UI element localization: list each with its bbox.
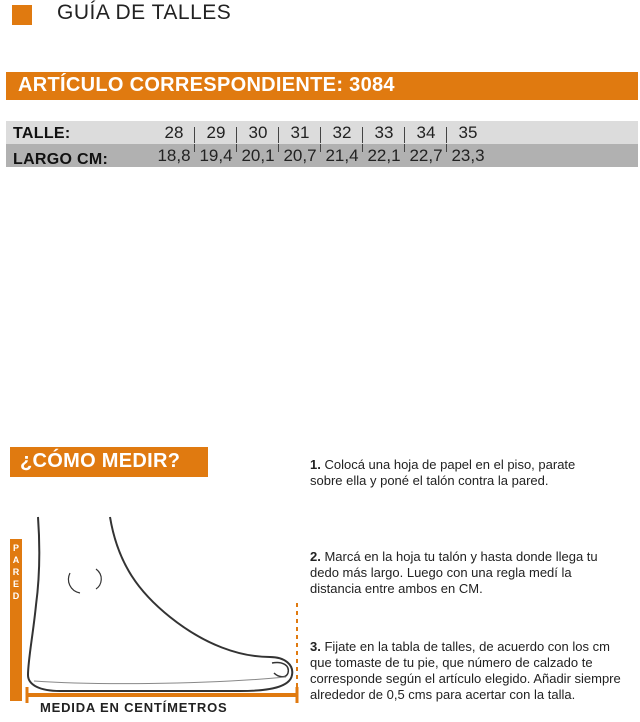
step-number: 2. <box>310 549 321 564</box>
size-row <box>6 121 638 144</box>
step-text: Fijate en la tabla de talles, de acuerdo con los cm que tomaste de tu pie, que número de calzado te corresponde según el artículo elegido. Añadir siempre alrededor de 0,5 cms para acertar con la talla. <box>310 639 621 702</box>
size-cell: 33 <box>363 121 405 144</box>
step-3 <box>310 639 630 703</box>
largo-label: LARGO CM: <box>13 151 109 168</box>
foot-illustration <box>0 505 300 705</box>
sole-line <box>34 677 286 684</box>
size-cell: 29 <box>195 121 237 144</box>
size-cell: 32 <box>321 121 363 144</box>
orange-square-bullet <box>12 5 32 25</box>
size-cell: 34 <box>405 121 447 144</box>
size-cell: 28 <box>153 121 195 144</box>
toenail-icon <box>272 662 288 676</box>
wall-letter: D <box>12 591 20 601</box>
wall-letter: P <box>12 543 19 553</box>
ankle-line-icon <box>68 573 80 593</box>
length-cell: 18,8 <box>153 144 195 167</box>
size-cell: 30 <box>237 121 279 144</box>
step-number: 1. <box>310 457 321 472</box>
step-text: Marcá en la hoja tu talón y hasta donde llega tu dedo más largo. Luego con una regla medí la distancia entre ambos en CM. <box>310 549 598 596</box>
length-cell: 22,7 <box>405 144 447 167</box>
size-cell: 31 <box>279 121 321 144</box>
length-cell: 20,1 <box>237 144 279 167</box>
article-heading: ARTÍCULO CORRESPONDIENTE: 3084 <box>18 74 395 96</box>
wall-letter: R <box>12 567 20 577</box>
talle-label: TALLE: <box>13 125 71 142</box>
page-title: GUÍA DE TALLES <box>57 1 232 24</box>
length-cell: 21,4 <box>321 144 363 167</box>
length-cell: 19,4 <box>195 144 237 167</box>
step-2 <box>310 549 610 597</box>
length-cell: 22,1 <box>363 144 405 167</box>
size-cell: 35 <box>458 123 478 142</box>
wall-letter: A <box>12 555 20 565</box>
length-row <box>6 144 638 167</box>
length-cell: 20,7 <box>279 144 321 167</box>
step-text: Colocá una hoja de papel en el piso, parate sobre ella y poné el talón contra la pared. <box>310 457 576 488</box>
length-cell: 23,3 <box>451 146 485 165</box>
page-header <box>0 0 640 30</box>
step-number: 3. <box>310 639 321 654</box>
ankle-line-icon <box>96 569 101 589</box>
wall-letter: E <box>12 579 19 589</box>
how-to-title: ¿CÓMO MEDIR? <box>20 450 181 472</box>
step-1 <box>310 457 610 489</box>
foot-outline <box>28 517 292 691</box>
how-to-measure-banner <box>10 447 208 477</box>
measure-label: MEDIDA EN CENTÍMETROS <box>40 700 228 715</box>
article-banner <box>6 72 638 100</box>
